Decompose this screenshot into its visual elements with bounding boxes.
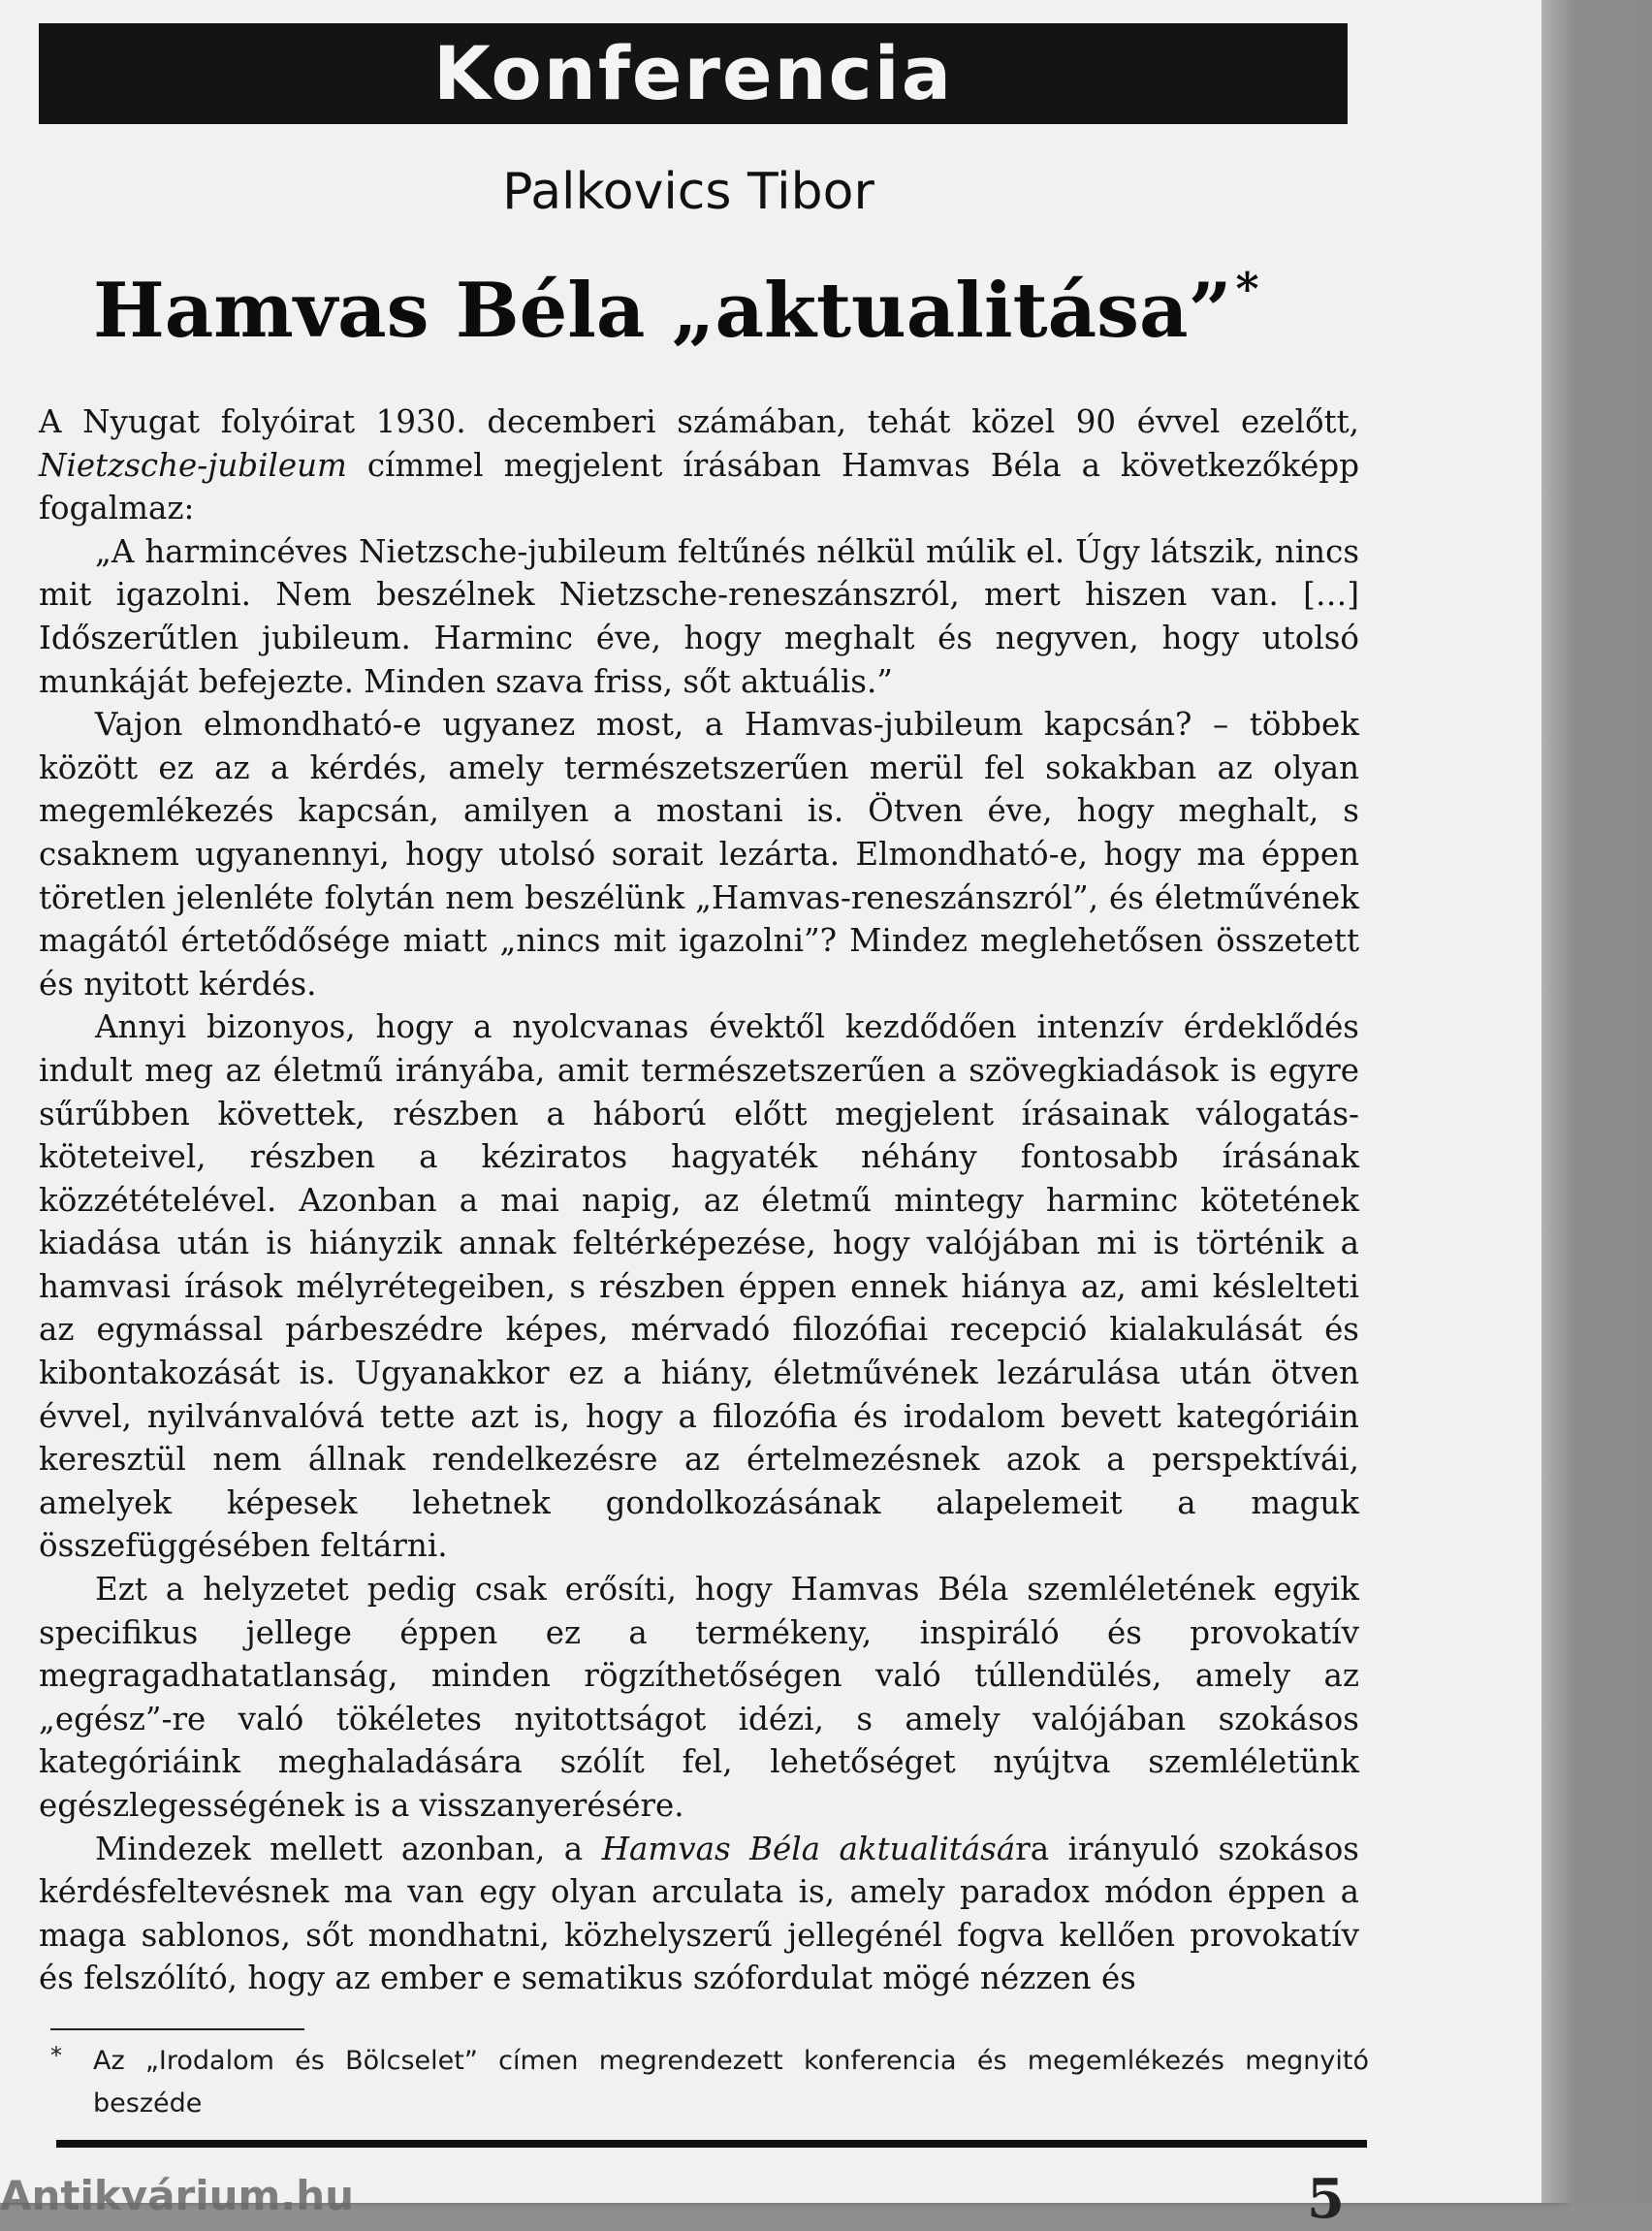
text-run: címmel megjelent írásában Hamvas Béla a következőképp fogalmaz: — [39, 446, 1359, 527]
article-title-text: Hamvas Béla „aktualitása” — [93, 267, 1232, 355]
footnote — [50, 2040, 1369, 2125]
text-run: ra irányuló szokásos kérdésfeltevésnek ma van egy olyan arculata is, amely paradox módon éppen a maga sablonos, sőt mondhatni, közhelyszerű jellegénél fogva kellően provokatív és felszólító, hogy az ember e sematikus szófordulat mögé nézzen és — [39, 1830, 1359, 1997]
paragraph-2-quote — [39, 530, 1359, 703]
section-title: Konferencia — [432, 30, 953, 116]
paragraph-1 — [39, 400, 1359, 530]
text-run: Annyi bizonyos, hogy a nyolcvanas évektől kezdődően intenzív érdeklődés indult meg az életmű irányába, amit természetszerűen a szövegkiadások is egyre sűrűbben követtek, részben a háború előtt megjelent írásainak válogatás-köteteivel, részben a kéziratos hagyaték néhány fontosabb írásának közzétételével. Azonban a mai napig, az életmű mintegy harminc kötetének kiadása után is hiányzik annak feltérképezése, hogy valójában mi is történik a hamvasi írások mélyrétegeiben, s részben éppen ennek hiánya az, ami késlelteti az egymással párbeszédre képes, mérvadó filozófiai recepció kialakulását és kibontakozását is. Ugyanakkor ez a hiány, életművének lezárulása után ötven évvel, nyilvánvalóvá tette azt is, hogy a filozófia és irodalom bevett kategóriáin keresztül nem állnak rendelkezésre az értelmezésnek azok a perspektívái, amelyek képesek lehetnek gondolkozásának alapelemeit a maguk összefüggésében feltárni. — [39, 1008, 1359, 1565]
title-footnote-marker: * — [1235, 263, 1259, 315]
paragraph-5 — [39, 1568, 1359, 1828]
page-bottom-rule — [56, 2140, 1367, 2148]
text-run: Mindezek mellett azonban, a — [95, 1830, 602, 1867]
footnote-text: Az „Irodalom és Bölcselet” címen megrendezett konferencia és megemlékezés megnyitó beszéde — [93, 2046, 1369, 2119]
article-title — [93, 263, 1353, 355]
article-author: Palkovics Tibor — [502, 163, 874, 221]
text-run: A Nyugat folyóirat 1930. decemberi számában, tehát közel 90 évvel ezelőtt, — [39, 403, 1359, 440]
watermark: Antikvárium.hu — [0, 2172, 355, 2219]
text-run: „A harmincéves Nietzsche-jubileum feltűnés nélkül múlik el. Úgy látszik, nincs mit igazolni. Nem beszélnek Nietzsche-reneszánszról, mert hiszen van. […] Időszerűtlen jubileum. Harminc éve, hogy meghalt és negyven, hogy utolsó munkáját befejezte. Minden szava friss, sőt aktuális.” — [39, 532, 1359, 700]
section-banner — [39, 23, 1348, 124]
footnote-divider — [50, 2028, 304, 2030]
italic-phrase: Hamvas Béla aktualitásá — [601, 1830, 1016, 1867]
italic-phrase: Nietzsche-jubileum — [39, 446, 347, 484]
footnote-marker: * — [50, 2042, 62, 2069]
page-edge-shadow — [1541, 0, 1652, 2203]
text-run: Ezt a helyzetet pedig csak erősíti, hogy Hamvas Béla szemléletének egyik specifikus jellege éppen ez a termékeny, inspiráló és provokatív megragadhatatlanság, minden rögzíthetőségen való túllendülés, amely az „egész”-re való tökéletes nyitottságot idézi, s amely valójában szokásos kategóriáink meghaladására szólít fel, lehetőséget nyújtva szemléletünk egészlegességének is a visszanyerésére. — [39, 1571, 1359, 1824]
article-body — [39, 400, 1359, 2000]
paragraph-6 — [39, 1828, 1359, 2000]
page-number: 5 — [1307, 2167, 1345, 2231]
paragraph-3 — [39, 703, 1359, 1005]
text-run: Vajon elmondható-e ugyanez most, a Hamvas-jubileum kapcsán? – többek között ez az a kérdés, amely természetszerűen merül fel sokakban az olyan megemlékezés kapcsán, amilyen a mostani is. Ötven éve, hogy meghalt, s csaknem ugyanennyi, hogy utolsó sorait lezárta. Elmondható-e, hogy ma éppen töretlen jelenléte folytán nem beszélünk „Hamvas-reneszánszról”, és életművének magától értetődősége miatt „nincs mit igazolni”? Mindez meglehetősen összetett és nyitott kérdés. — [39, 706, 1359, 1003]
paragraph-4 — [39, 1005, 1359, 1568]
